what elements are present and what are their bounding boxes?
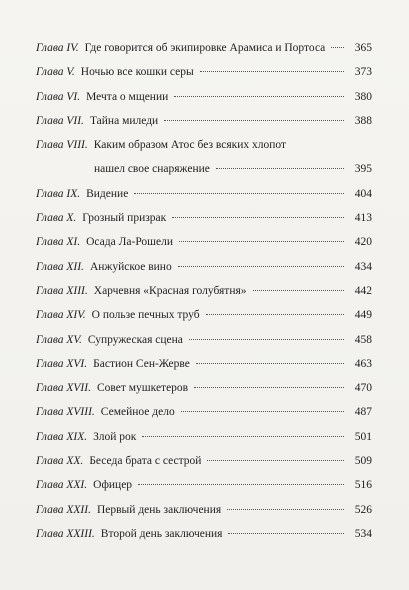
page-number: 420 [354, 236, 372, 249]
chapter-title-line-2: нашел свое снаряжение [94, 163, 210, 176]
chapter-label: Глава XXIII. [36, 527, 95, 540]
chapter-title: Совет мушкетеров [96, 382, 189, 395]
page-number: 487 [354, 406, 372, 419]
toc-entry-chapter-11 [36, 230, 372, 254]
dot-leader [227, 509, 344, 510]
chapter-title: Бастион Сен-Жерве [93, 357, 190, 370]
chapter-label: Глава XVII. [36, 382, 91, 395]
dot-leader [181, 411, 344, 412]
chapter-label: Глава XVIII. [36, 406, 95, 419]
chapter-title: Где говорится об экипировке Арамиса и Портоса [84, 42, 326, 54]
chapter-title: Злой рок [93, 430, 137, 443]
chapter-label: Глава XXII. [36, 503, 91, 516]
page-number: 442 [354, 284, 372, 297]
chapter-title: Супружеская сцена [87, 333, 183, 346]
dot-leader [142, 436, 344, 437]
table-of-contents [36, 36, 372, 546]
chapter-label: Глава XII. [36, 260, 84, 273]
dot-leader [228, 533, 344, 534]
chapter-title: Ночью все кошки серы [80, 66, 194, 79]
dot-leader [216, 168, 344, 169]
page-number: 470 [354, 382, 372, 395]
toc-entry-chapter-16 [36, 352, 372, 376]
toc-entry-chapter-5 [36, 60, 372, 84]
toc-entry-chapter-7 [36, 109, 372, 133]
chapter-label: Глава XIII. [36, 284, 88, 297]
dot-leader [189, 339, 344, 340]
chapter-label: Глава XX. [36, 455, 84, 468]
toc-entry-chapter-17 [36, 376, 372, 400]
dot-leader [194, 387, 344, 388]
page-number: 509 [354, 455, 372, 468]
toc-entry-chapter-23 [36, 522, 372, 546]
page-number: 526 [354, 503, 372, 516]
page-number: 413 [354, 212, 372, 225]
dot-leader [196, 363, 344, 364]
chapter-label: Глава V. [36, 66, 75, 79]
chapter-title: Мечта о мщении [86, 90, 169, 103]
dot-leader [253, 290, 344, 291]
page-number: 404 [354, 187, 372, 200]
toc-entry-chapter-8 [36, 133, 372, 182]
chapter-label: Глава XVI. [36, 357, 88, 370]
chapter-title: Анжуйское вино [89, 260, 172, 273]
dot-leader [331, 47, 344, 48]
page-number: 373 [354, 66, 372, 79]
toc-entry-chapter-6 [36, 85, 372, 109]
chapter-label: Глава IX. [36, 187, 81, 200]
page-number: 388 [354, 114, 372, 127]
dot-leader [206, 314, 344, 315]
chapter-title: О пользе печных труб [91, 309, 200, 322]
toc-entry-chapter-14 [36, 303, 372, 327]
chapter-title: Тайна миледи [89, 114, 159, 127]
chapter-title: Видение [86, 187, 129, 200]
chapter-label: Глава XXI. [36, 479, 88, 492]
dot-leader [138, 484, 344, 485]
chapter-title: Офицер [93, 479, 133, 492]
toc-entry-chapter-13 [36, 279, 372, 303]
chapter-title: Осада Ла-Рошели [86, 236, 174, 249]
toc-entry-chapter-10 [36, 206, 372, 230]
page-number: 463 [354, 357, 372, 370]
page-number: 449 [354, 309, 372, 322]
toc-entry-chapter-4 [36, 36, 372, 60]
chapter-label: Глава XI. [36, 236, 81, 249]
toc-entry-chapter-9 [36, 182, 372, 206]
toc-entry-chapter-22 [36, 498, 372, 522]
toc-entry-chapter-20 [36, 449, 372, 473]
toc-entry-chapter-21 [36, 473, 372, 497]
dot-leader [178, 266, 344, 267]
page-number: 434 [354, 260, 372, 273]
page-number: 516 [354, 479, 372, 492]
chapter-title: Семейное дело [100, 406, 175, 419]
chapter-label: Глава XIX. [36, 430, 88, 443]
dot-leader [174, 96, 344, 97]
toc-entry-chapter-12 [36, 255, 372, 279]
page-number: 534 [354, 527, 372, 540]
dot-leader [172, 217, 344, 218]
page-number: 365 [354, 42, 372, 54]
chapter-label: Глава IV. [36, 42, 79, 54]
chapter-title: Грозный призрак [82, 212, 167, 225]
chapter-label: Глава VII. [36, 114, 84, 127]
page-number: 380 [354, 90, 372, 103]
page-number: 501 [354, 430, 372, 443]
chapter-title: Второй день заключения [100, 527, 223, 540]
chapter-label: Глава VI. [36, 90, 81, 103]
dot-leader [207, 460, 344, 461]
chapter-title: Беседа брата с сестрой [89, 455, 202, 468]
chapter-label: Глава X. [36, 212, 77, 225]
dot-leader [179, 241, 344, 242]
chapter-title: Харчевня «Красная голубятня» [93, 284, 247, 297]
dot-leader [164, 120, 344, 121]
dot-leader [134, 193, 344, 194]
chapter-label: Глава XV. [36, 333, 82, 346]
toc-entry-chapter-18 [36, 400, 372, 424]
chapter-label: Глава VIII. [36, 139, 88, 152]
page-number: 458 [354, 333, 372, 346]
chapter-label: Глава XIV. [36, 309, 86, 322]
chapter-title-line-1: Каким образом Атос без всяких хлопот [93, 139, 287, 152]
dot-leader [200, 71, 344, 72]
page-number: 395 [354, 163, 372, 176]
toc-entry-chapter-15 [36, 328, 372, 352]
chapter-title: Первый день заключения [96, 503, 222, 516]
toc-entry-chapter-19 [36, 425, 372, 449]
